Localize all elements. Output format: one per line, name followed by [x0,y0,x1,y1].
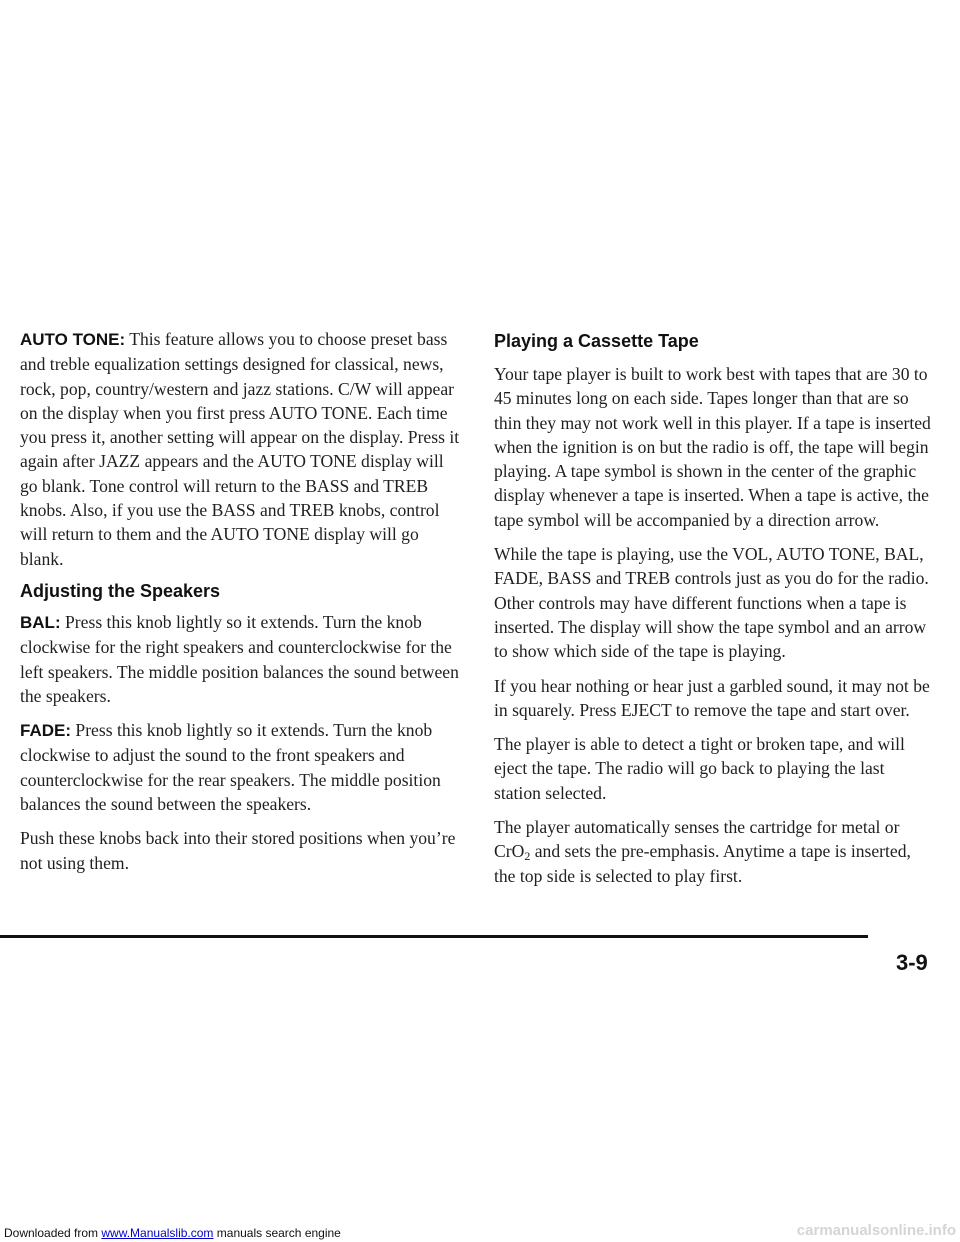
push-back-paragraph: Push these knobs back into their stored positions when you’re not using them. [20,828,456,873]
download-footer [4,1226,341,1240]
page-number: 3-9 [896,950,928,975]
bal-paragraph [20,610,460,708]
auto-tone-paragraph [20,327,460,571]
cassette-heading: Playing a Cassette Tape [494,331,699,351]
fade-text: Press this knob lightly so it extends. Turn the knob clockwise to adjust the sound to the front speakers and counterclockwise for the rear speakers. The middle position balances the sound between the speakers. [20,720,441,815]
left-column [20,327,460,885]
tape-paragraph-4: The player is able to detect a tight or broken tape, and will eject the tape. The radio will go back to playing the last station selected. [494,734,905,803]
auto-tone-text: This feature allows you to choose preset bass and treble equalization settings designed for classical, news, rock, pop, country/western and jazz stations. C/W will appear on the display when you first press AUTO TONE. Each time you press it, another setting will appear on the display. Press it again after JAZZ appears and the AUTO TONE display will go blank. Tone control will return to the BASS and TREB knobs. Also, if you use the BASS and TREB knobs, control will return to them and the AUTO TONE display will go blank. [20,329,460,569]
footer-suffix: manuals search engine [213,1226,341,1240]
right-column [494,327,934,898]
page-rule [0,935,868,938]
cro2-subscript: 2 [524,849,531,864]
fade-label: FADE: [20,721,71,741]
tape-paragraph-5-start: The player automatically senses the cartridge for metal or CrO [494,817,900,862]
tape-paragraph-5-end: and sets the pre-emphasis. Anytime a tape is inserted, the top side is selected to play first. [494,841,911,886]
speakers-heading: Adjusting the Speakers [20,580,221,601]
watermark: carmanualsonline.info [796,1222,956,1239]
tape-paragraph-3: If you hear nothing or hear just a garbled sound, it may not be in squarely. Press EJECT to remove the tape and start over. [494,675,930,720]
tape-paragraph-5 [494,815,934,888]
tape-paragraph-2: While the tape is playing, use the VOL, AUTO TONE, BAL, FADE, BASS and TREB controls just as you do for the radio. Other controls may have different functions when a tape is inserted. The display will show the tape symbol and an arrow to show which side of the tape is playing. [494,544,929,662]
auto-tone-label: AUTO TONE: [20,330,126,349]
bal-text: Press this knob lightly so it extends. Turn the knob clockwise for the right speakers and counterclockwise for the left speakers. The middle position balances the sound between the speakers. [20,611,459,706]
bal-label: BAL: [20,612,61,632]
manualslib-link[interactable]: www.Manualslib.com [101,1226,214,1240]
fade-paragraph [20,718,460,816]
tape-paragraph-1: Your tape player is built to work best with tapes that are 30 to 45 minutes long on each side. Tapes longer than that are so thin they may not work well in this player. If a tape is inserted when the ignition is on but the radio is off, the tape will begin playing. A tape symbol is shown in the center of the graphic display whenever a tape is inserted. When a tape is active, the tape symbol will be accompanied by a direction arrow. [494,364,931,530]
footer-prefix: Downloaded from [4,1226,102,1240]
